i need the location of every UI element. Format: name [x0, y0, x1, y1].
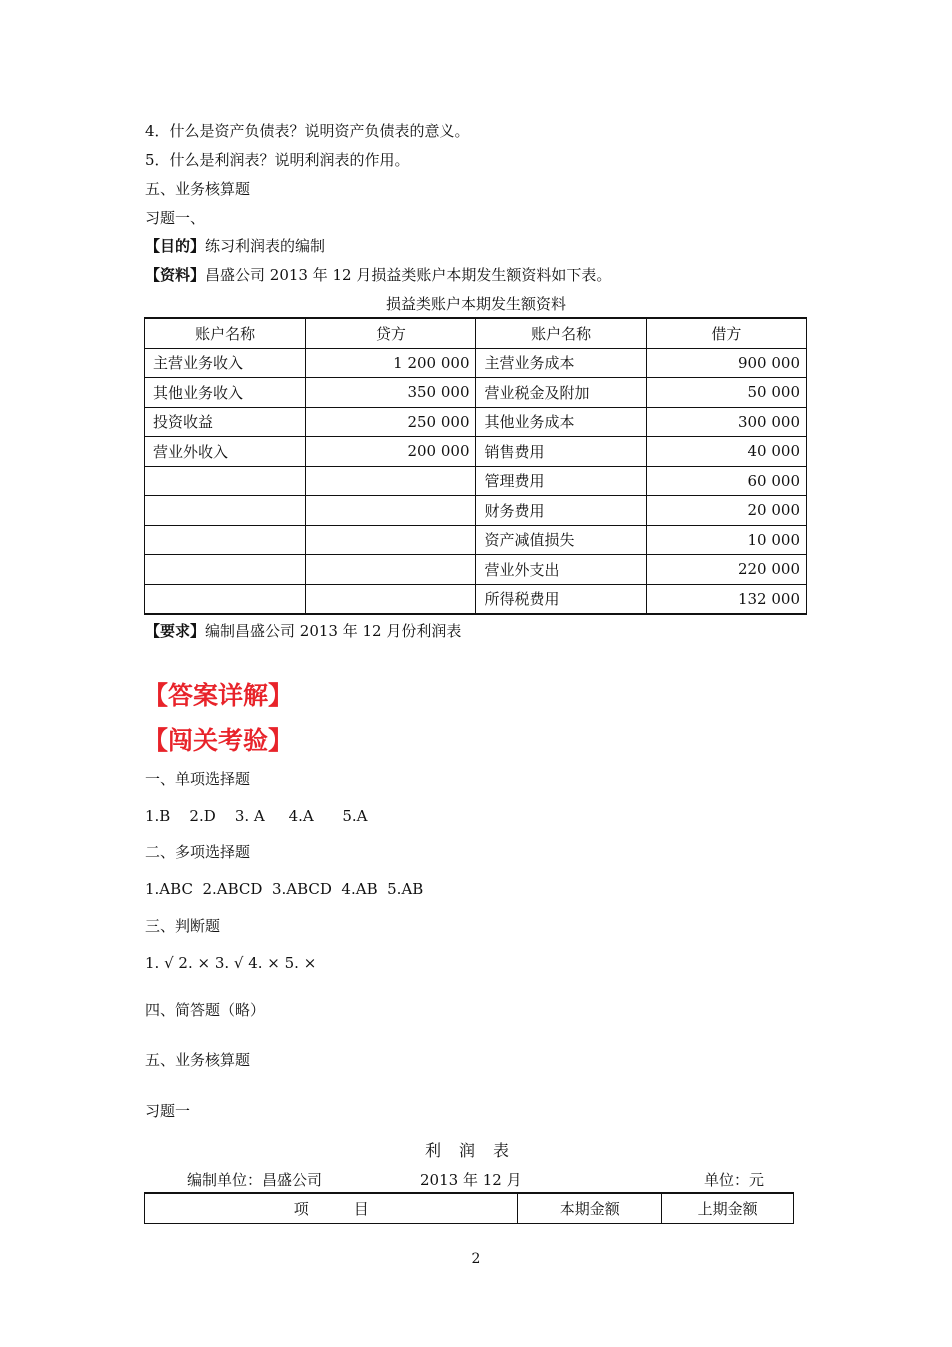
debit-amount: 40 000	[646, 437, 806, 467]
short-answer-title: 四、简答题（略）	[145, 1001, 266, 1019]
requirement-tag: 【要求】	[145, 622, 206, 640]
currency-unit: 单位：元	[704, 1171, 765, 1189]
answer-detail-heading: 【答案详解】	[143, 681, 294, 710]
debit-amount: 220 000	[646, 555, 806, 585]
table-row	[145, 378, 807, 408]
table-row	[145, 496, 807, 526]
question-4: 4．什么是资产负债表？说明资产负债表的意义。	[145, 122, 470, 140]
table-row	[145, 437, 807, 467]
table-row	[145, 348, 807, 378]
table-row	[145, 555, 807, 585]
purpose-tag: 【目的】	[145, 237, 206, 255]
purpose-line	[145, 236, 325, 256]
judgement-title: 三、判断题	[145, 917, 221, 935]
section-5-heading: 五、业务核算题	[145, 180, 251, 198]
exercise-label: 习题一	[145, 1102, 191, 1120]
debit-amount: 10 000	[646, 525, 806, 555]
credit-account	[145, 525, 306, 555]
credit-amount	[306, 584, 476, 614]
income-header-row	[145, 1193, 794, 1224]
credit-amount	[306, 466, 476, 496]
exercise-1-heading: 习题一、	[145, 209, 206, 227]
material-tag: 【资料】	[145, 266, 206, 284]
preparer-unit: 编制单位：昌盛公司	[187, 1171, 323, 1189]
credit-account	[145, 555, 306, 585]
credit-account	[145, 584, 306, 614]
table-row	[145, 466, 807, 496]
credit-account: 其他业务收入	[145, 378, 306, 408]
multi-choice-title: 二、多项选择题	[145, 843, 251, 861]
material-text: 昌盛公司 2013 年 12 月损益类账户本期发生额资料如下表。	[205, 266, 612, 284]
ledger-caption: 损益类账户本期发生额资料	[385, 295, 566, 313]
header-item: 项 目	[145, 1193, 518, 1224]
debit-account: 资产减值损失	[476, 525, 646, 555]
ledger-table	[144, 317, 807, 615]
header-account-name-debit: 账户名称	[476, 318, 646, 348]
material-line	[145, 265, 611, 285]
debit-account: 营业外支出	[476, 555, 646, 585]
debit-amount: 300 000	[646, 407, 806, 437]
debit-amount: 20 000	[646, 496, 806, 526]
table-row	[145, 584, 807, 614]
debit-amount: 900 000	[646, 348, 806, 378]
judgement-answers: 1. √ 2. × 3. √ 4. × 5. ×	[145, 954, 317, 972]
credit-account	[145, 496, 306, 526]
header-prior-amount: 上期金额	[662, 1193, 794, 1224]
header-current-amount: 本期金额	[518, 1193, 662, 1224]
debit-account: 所得税费用	[476, 584, 646, 614]
debit-account: 管理费用	[476, 466, 646, 496]
debit-amount: 60 000	[646, 466, 806, 496]
credit-account	[145, 466, 306, 496]
single-choice-title: 一、单项选择题	[145, 770, 251, 788]
credit-account: 主营业务收入	[145, 348, 306, 378]
debit-account: 财务费用	[476, 496, 646, 526]
single-choice-answers: 1.B 2.D 3. A 4.A 5.A	[145, 807, 368, 825]
purpose-text: 练习利润表的编制	[205, 237, 326, 255]
debit-amount: 50 000	[646, 378, 806, 408]
table-row	[145, 525, 807, 555]
credit-amount	[306, 525, 476, 555]
income-statement-table	[144, 1192, 794, 1224]
debit-account: 营业税金及附加	[476, 378, 646, 408]
calculation-title: 五、业务核算题	[145, 1051, 251, 1069]
debit-account: 销售费用	[476, 437, 646, 467]
credit-account: 营业外收入	[145, 437, 306, 467]
debit-account: 主营业务成本	[476, 348, 646, 378]
credit-account: 投资收益	[145, 407, 306, 437]
credit-amount: 250 000	[306, 407, 476, 437]
statement-period: 2013 年 12 月	[420, 1171, 522, 1189]
question-5: 5．什么是利润表？说明利润表的作用。	[145, 151, 410, 169]
requirement-text: 编制昌盛公司 2013 年 12 月份利润表	[205, 622, 462, 640]
credit-amount: 350 000	[306, 378, 476, 408]
income-statement-title: 利润表	[424, 1141, 527, 1160]
ledger-header-row	[145, 318, 807, 348]
challenge-heading: 【闯关考验】	[143, 726, 294, 755]
page-number: 2	[471, 1251, 481, 1267]
credit-amount	[306, 496, 476, 526]
credit-amount	[306, 555, 476, 585]
requirement-line	[145, 621, 461, 641]
table-row	[145, 407, 807, 437]
debit-amount: 132 000	[646, 584, 806, 614]
header-debit: 借方	[646, 318, 806, 348]
credit-amount: 200 000	[306, 437, 476, 467]
header-account-name-credit: 账户名称	[145, 318, 306, 348]
header-credit: 贷方	[306, 318, 476, 348]
credit-amount: 1 200 000	[306, 348, 476, 378]
debit-account: 其他业务成本	[476, 407, 646, 437]
multi-choice-answers: 1.ABC 2.ABCD 3.ABCD 4.AB 5.AB	[145, 880, 424, 898]
